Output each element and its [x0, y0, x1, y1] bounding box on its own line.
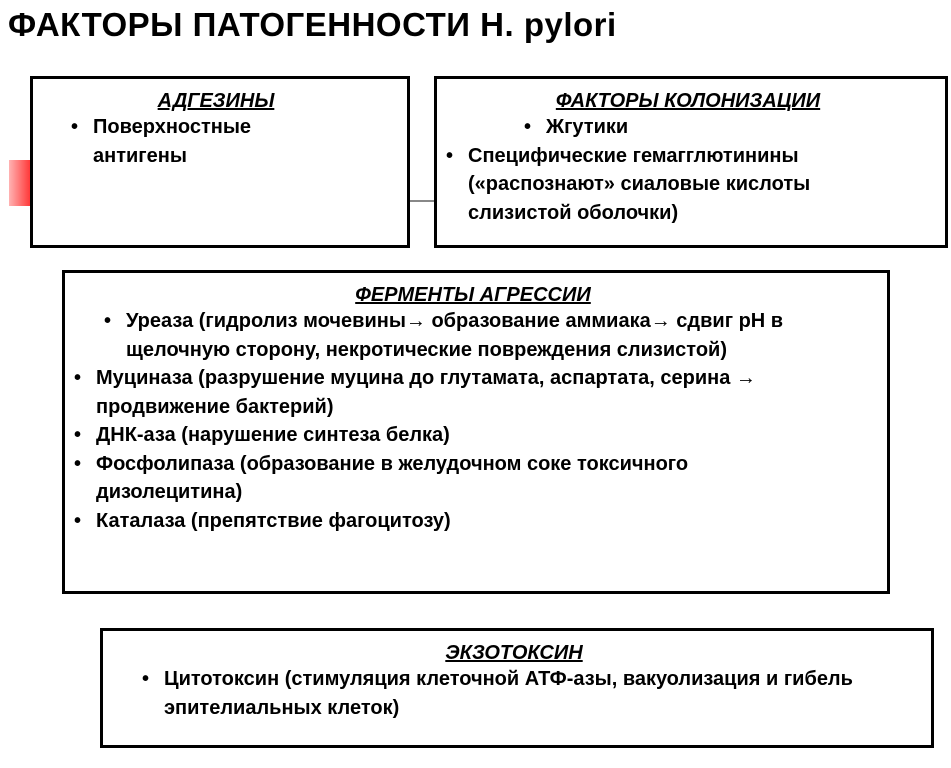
colonization-heading: ФАКТОРЫ КОЛОНИЗАЦИИ [555, 90, 821, 112]
enzymes-item-1: • Уреаза (гидролиз мочевины→ образование аммиака→ сдвиг рН в щелочную сторону, некротические повреждения слизистой) [126, 307, 876, 364]
enzymes-item-2: • Муциназа (разрушение муцина до глутамата, аспартата, серина → продвижение бактерий) [96, 364, 876, 421]
colonization-item-1: • Жгутики [546, 113, 939, 142]
exotoxin-item-1: • Цитотоксин (стимуляция клеточной АТФ-азы, вакуолизация и гибель эпителиальных клеток) [164, 665, 924, 722]
adhesins-heading: АДГЕЗИНЫ [157, 90, 275, 112]
colonization-box [434, 76, 948, 248]
adhesins-box [30, 76, 410, 248]
enzymes-item-4: • Фосфолипаза (образование в желудочном соке токсичного дизолецитина) [96, 450, 836, 507]
enzymes-box [62, 270, 890, 594]
enzymes-item-3: • ДНК-аза (нарушение синтеза белка) [96, 421, 881, 450]
enzymes-heading: ФЕРМЕНТЫ АГРЕССИИ [355, 284, 591, 306]
box-connector-line [408, 200, 435, 202]
page-title: ФАКТОРЫ ПАТОГЕННОСТИ H. pylori [8, 6, 617, 43]
enzymes-item-5: • Каталаза (препятствие фагоцитозу) [96, 507, 881, 536]
adhesins-item-1: • Поверхностные антигены [93, 113, 313, 170]
colonization-item-2: • Специфические гемагглютинины («распознают» сиаловые кислоты слизистой оболочки) [468, 142, 908, 228]
exotoxin-box [100, 628, 934, 748]
exotoxin-heading: ЭКЗОТОКСИН [445, 642, 583, 664]
decorative-accent-bar [9, 160, 31, 206]
